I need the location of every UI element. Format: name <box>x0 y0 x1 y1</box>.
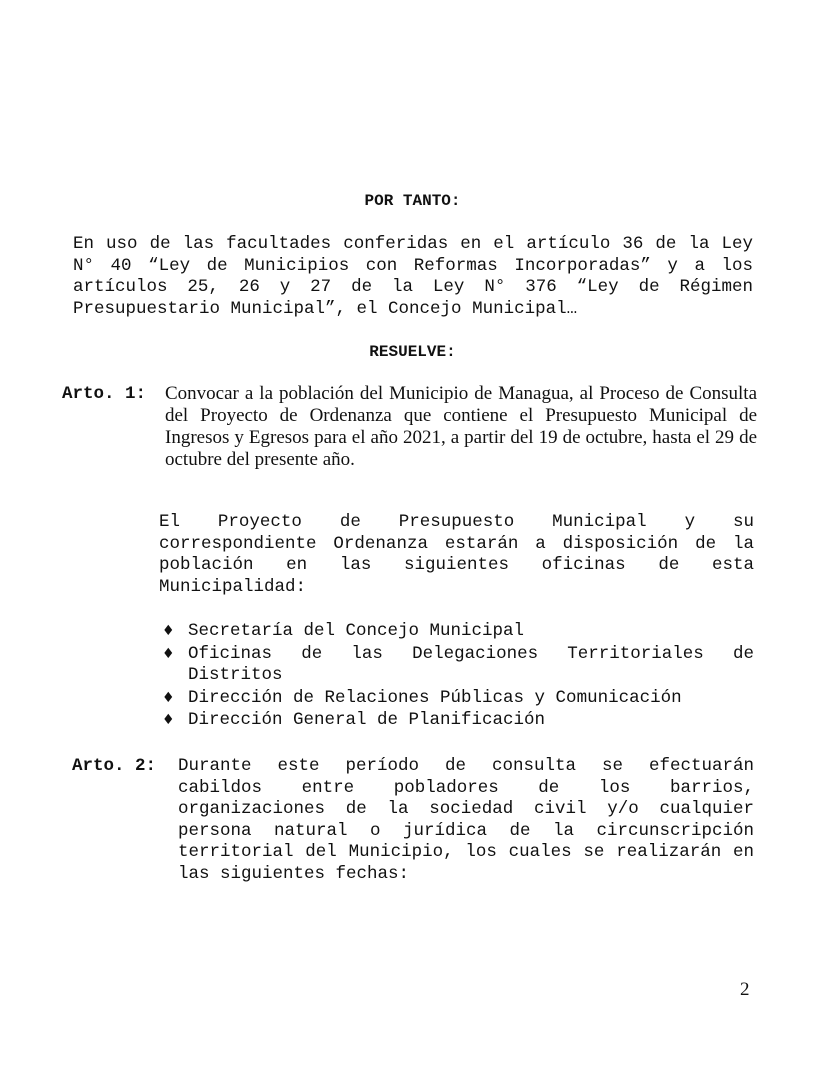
list-item <box>162 644 754 687</box>
office-name: Secretaría del Concejo Municipal <box>188 621 525 641</box>
office-name: Oficinas de las Delegaciones Territoriales de Distritos <box>188 643 754 685</box>
diamond-bullet-icon: ♦ <box>162 623 175 639</box>
office-name: Dirección de Relaciones Públicas y Comunicación <box>188 687 682 708</box>
page-number: 2 <box>740 979 750 1000</box>
arto2-label: Arto. 2: <box>72 756 157 776</box>
arto1-text: Convocar a la población del Municipio de Managua, al Proceso de Consulta del Proyecto de Ordenanza que contiene el Presupuesto Municipal de Ingresos y Egresos para el año 2021, a partir del 19 de octubre, hasta el 29 de octubre del presente año. <box>165 383 757 470</box>
heading-por-tanto: POR TANTO: <box>364 192 461 210</box>
office-name: Dirección General de Planificación <box>188 710 546 730</box>
list-item <box>162 710 754 732</box>
list-item <box>162 621 754 643</box>
heading-resuelve: RESUELVE: <box>369 343 456 361</box>
list-item <box>162 688 754 710</box>
preamble-paragraph: En uso de las facultades conferidas en el artículo 36 de la Ley N° 40 “Ley de Municipios con Reformas Incorporadas” y a los artículos 25, 26 y 27 de la Ley N° 376 “Ley de Régimen Presupuestario Municipal”, el Concejo Municipal… <box>73 234 753 319</box>
diamond-bullet-icon: ♦ <box>162 712 175 728</box>
arto1-offices-intro: El Proyecto de Presupuesto Municipal y su correspondiente Ordenanza estarán a disposición de la población en las siguientes oficinas de esta Municipalidad: <box>159 512 754 597</box>
diamond-bullet-icon: ♦ <box>162 689 175 706</box>
diamond-bullet-icon: ♦ <box>162 645 175 662</box>
offices-list <box>162 621 754 733</box>
arto1-label: Arto. 1: <box>62 384 147 404</box>
arto2-text: Durante este período de consulta se efectuarán cabildos entre pobladores de los barrios, organizaciones de la sociedad civil y/o cualquier persona natural o jurídica de la circunscripción territorial del Municipio, los cuales se realizarán en las siguientes fechas: <box>178 756 754 884</box>
